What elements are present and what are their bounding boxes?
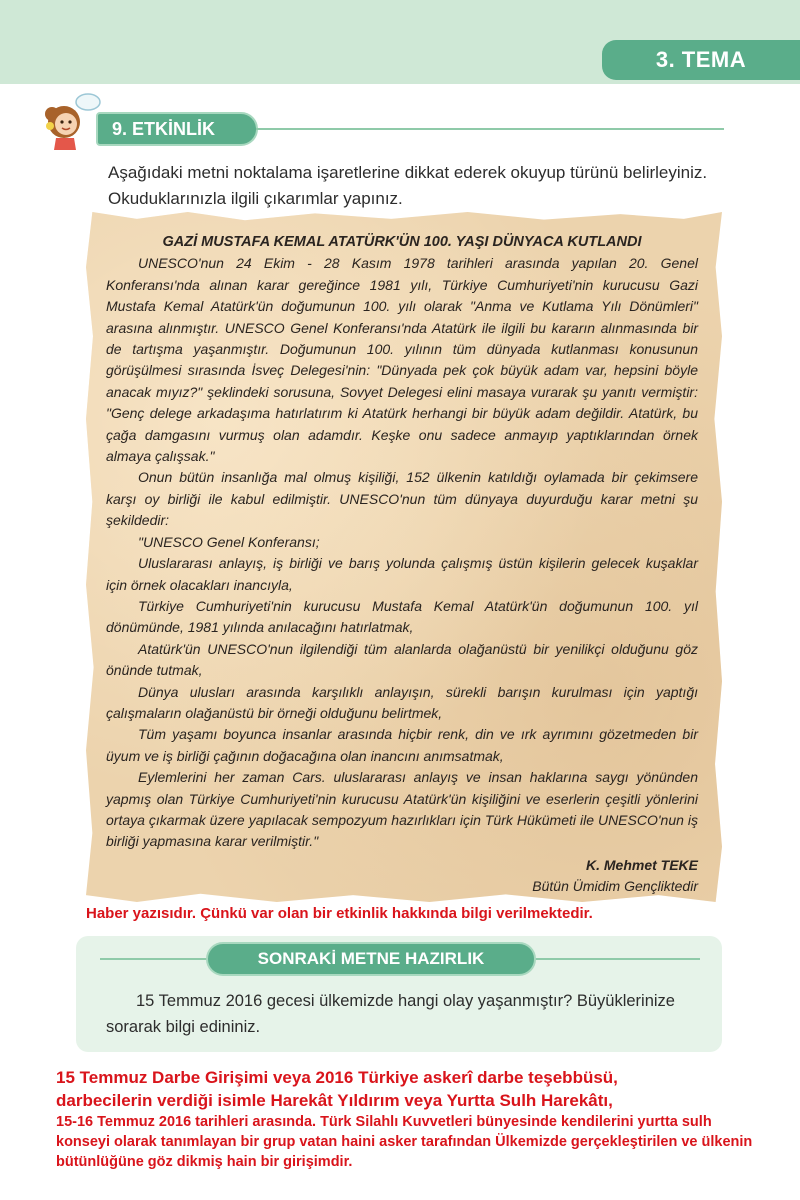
answer-text-2 xyxy=(56,1066,756,1172)
article-body xyxy=(106,232,698,898)
tema-label: 3. TEMA xyxy=(655,47,747,72)
article-paragraph: Onun bütün insanlığa mal olmuş kişiliği, 152 ülkenin katıldığı oylamada bir çekimsere karşı oy birliği ile kabul edilmiştir. UNESCO'nun tüm dünyaya duyurduğu karar metni şu şekildedir: xyxy=(106,469,698,529)
article-paragraph: "UNESCO Genel Konferansı; xyxy=(138,533,320,550)
article-author: K. Mehmet TEKE xyxy=(585,856,698,873)
answer-text-1: Haber yazısıdır. Çünkü var olan bir etkinlik hakkında bilgi verilmektedir. xyxy=(86,905,593,922)
next-section-label: SONRAKİ METNE HAZIRLIK xyxy=(206,942,536,976)
article-paragraph: Atatürk'ün UNESCO'nun ilgilendiği tüm alanlarda olağanüstü bir yenilikçi olduğunu göz önünde tutmak, xyxy=(106,640,698,679)
activity-divider xyxy=(256,128,724,130)
article-paragraph: Dünya ulusları arasında karşılıklı anlayışın, sürekli barışın kurulması için yaptığı çalışmaların olağanüstü bir örneği olduğunu belirtmek, xyxy=(106,683,698,721)
article-title: GAZİ MUSTAFA KEMAL ATATÜRK'ÜN 100. YAŞI DÜNYACA KUTLANDI xyxy=(162,234,642,250)
article-paragraph: Eylemlerini her zaman Cars. uluslararası anlayış ve insan haklarına saygı yönünden yapmış olan Türkiye Cumhuriyeti'nin kurucusu Atatürk'ün kişiliğini ve eserlerin çeşitli yönlerini ortaya çıkarmak üzere yapılacak sempozyum hazırlıkları için Türk Hükümeti ile UNESCO'nun iş birliği yapmasına karar verilmiştir." xyxy=(106,769,698,850)
answer-2-line-1: 15 Temmuz Darbe Girişimi veya 2016 Türkiye askerî darbe teşebbüsü, xyxy=(56,1068,618,1087)
article-source: Bütün Ümidim Gençliktedir xyxy=(532,878,698,895)
activity-label: 9. ETKİNLİK xyxy=(96,112,258,146)
article-paragraph: Tüm yaşamı boyunca insanlar arasında hiçbir renk, din ve ırk ayrımını gözetmeden bir üyum ve iş birliği çağının doğacağına olan inancını anımsatmak, xyxy=(106,726,698,764)
article-paragraph: Uluslararası anlayış, iş birliği ve barış yolunda çalışmış üstün kişilerin gelecek kuşaklar için örnek olacakları inancıyla, xyxy=(106,555,698,593)
article-paragraph: UNESCO'nun 24 Ekim - 28 Kasım 1978 tarihleri arasında yapılan 20. Genel Konferansı'nda alınan karar gereğince 1981 yılı, Türkiye Cumhuriyeti'nin kurucusu Gazi Mustafa Kemal Atatürk'ün doğumunun 100. yılı olarak "Anma ve Kutlama Yılı Dönümleri" arasına alınmıştır. UNESCO Genel Konferansı'nda Atatürk ile ilgili bu kararın alınmasında bir de tartışma yaşanmıştır. Doğumunun 100. yılının tüm dünyada kutlanması konusunun görüşülmesi sırasında İsveç Delegesi'nin: "Dünyada pek çok büyük adam var, hepsini böyle anacak mıyız?" şeklindeki sorusuna, Sovyet Delegesi elini masaya vurarak şu yanıtı vermiştir: "Genç delege arkadaşıma hatırlatırım ki Atatürk herhangi bir büyük adam değildir. Atatürk, bu çağa damgasını vurmuş olan adamdır. Keşke onu sadece anmayıp yaptıklarından örnek almaya çalışsak." xyxy=(106,255,698,465)
answer-2-line-2: darbecilerin verdiği isimle Harekât Yıldırım veya Yurtta Sulh Harekâtı, xyxy=(56,1091,613,1110)
article-paragraph: Türkiye Cumhuriyeti'nin kurucusu Mustafa Kemal Atatürk'ün doğumunun 100. yıl dönümünde, 1981 yılında anılacağını hatırlatmak, xyxy=(106,597,698,636)
girl-mascot-icon xyxy=(38,92,102,154)
answer-2-body: 15-16 Temmuz 2016 tarihleri arasında. Türk Silahlı Kuvvetleri bünyesinde kendilerini yurtta sulh konseyi olarak tanımlayan bir grup vatan haini asker tarafından Ülkemizde gerçekleştirilen ve ülkenin bütünlüğüne göz dikmiş hain bir girişimdir. xyxy=(56,1114,753,1170)
activity-instructions: Aşağıdaki metni noktalama işaretlerine dikkat ederek okuyup türünü belirleyiniz. Okuduklarınızla ilgili çıkarımlar yapınız. xyxy=(108,163,708,208)
tema-tab xyxy=(602,40,800,80)
next-section-question: 15 Temmuz 2016 gecesi ülkemizde hangi olay yaşanmıştır? Büyüklerinize sorarak bilgi edininiz. xyxy=(106,992,675,1036)
